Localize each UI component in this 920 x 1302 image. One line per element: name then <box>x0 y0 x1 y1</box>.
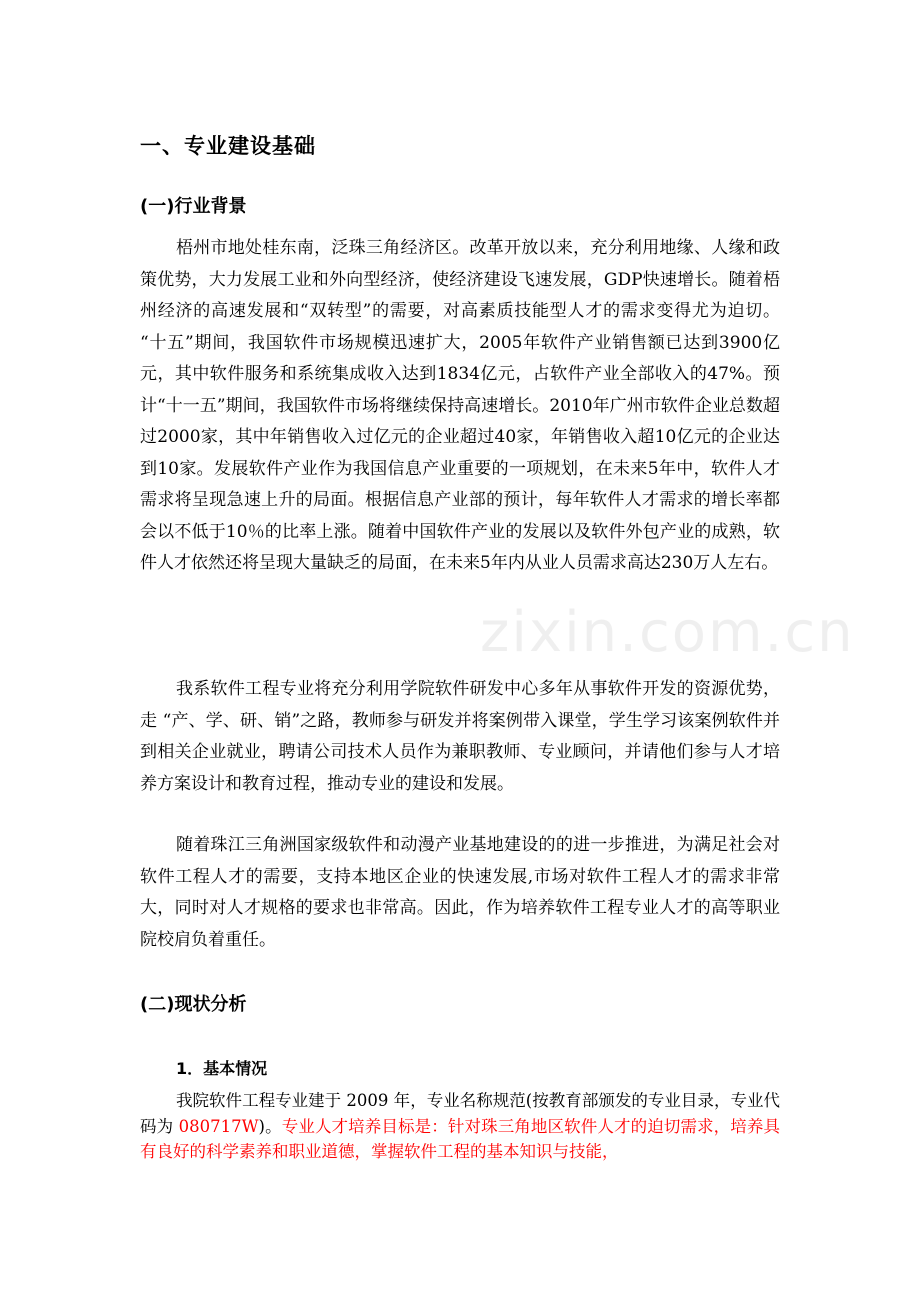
paragraph-industry-background-3: 随着珠江三角洲国家级软件和动漫产业基地建设的的进一步推进，为满足社会对软件工程人才的需要，支持本地区企业的快速发展,市场对软件工程人才的需求非常大，同时对人才规格的要求也非常高。因此，作为培养软件工程专业人才的高等职业院校肩负着重任。 <box>140 835 780 950</box>
section-heading-status-analysis: (二)现状分析 <box>140 994 247 1015</box>
training-goal-text: 专业人才培养目标是：针对珠三角地区软件人才的迫切需求，培养具有良好的科学素养和职业道德，掌握软件工程的基本知识与技能， <box>140 1116 781 1161</box>
section-heading-industry-background: (一)行业背景 <box>140 196 247 217</box>
major-code: 080717W <box>178 1116 259 1136</box>
subsection-heading-basic-situation: 1．基本情况 <box>176 1059 268 1078</box>
basic-situation-text: 我院软件工程专业建于 2009 年，专业名称规范(按教育部颁发的专业目录，专业代码为 <box>140 1091 780 1136</box>
paragraph-industry-background-2: 我系软件工程专业将充分利用学院软件研发中心多年从事软件开发的资源优势，走 “产、学、研、销”之路，教师参与研发并将案例带入课堂，学生学习该案例软件并到相关企业就业，聘请公司技术人员作为兼职教师、专业顾问，并请他们参与人才培养方案设计和教育过程，推动专业的建设和发展。 <box>140 679 780 794</box>
paragraph-basic-situation <box>140 1088 780 1165</box>
paragraph-industry-background-1: 梧州市地处桂东南，泛珠三角经济区。改革开放以来，充分利用地缘、人缘和政策优势，大力发展工业和外向型经济，使经济建设飞速发展，GDP快速增长。随着梧州经济的高速发展和“双转型”的需要，对高素质技能型人才的需求变得尤为迫切。 “十五”期间，我国软件市场规模迅速扩大，2005年软件产业销售额已达到3900亿元，其中软件服务和系统集成收入达到1834亿元，占软件产业全部收入的47%。预计“十一五”期间，我国软件市场将继续保持高速增长。2010年广州市软件企业总数超过2000家，其中年销售收入过亿元的企业超过40家，年销售收入超10亿元的企业达到10家。发展软件产业作为我国信息产业重要的一项规划，在未来5年中，软件人才需求将呈现急速上升的局面。根据信息产业部的预计，每年软件人才需求的增长率都会以不低于10％的比率上涨。随着中国软件产业的发展以及软件外包产业的成熟，软件人才依然还将呈现大量缺乏的局面，在未来5年内从业人员需求高达230万人左右。 <box>140 238 780 573</box>
watermark: zixin.com.cn <box>480 600 855 665</box>
basic-situation-text-mid: )。 <box>258 1116 282 1136</box>
main-heading: 一、专业建设基础 <box>140 134 316 158</box>
